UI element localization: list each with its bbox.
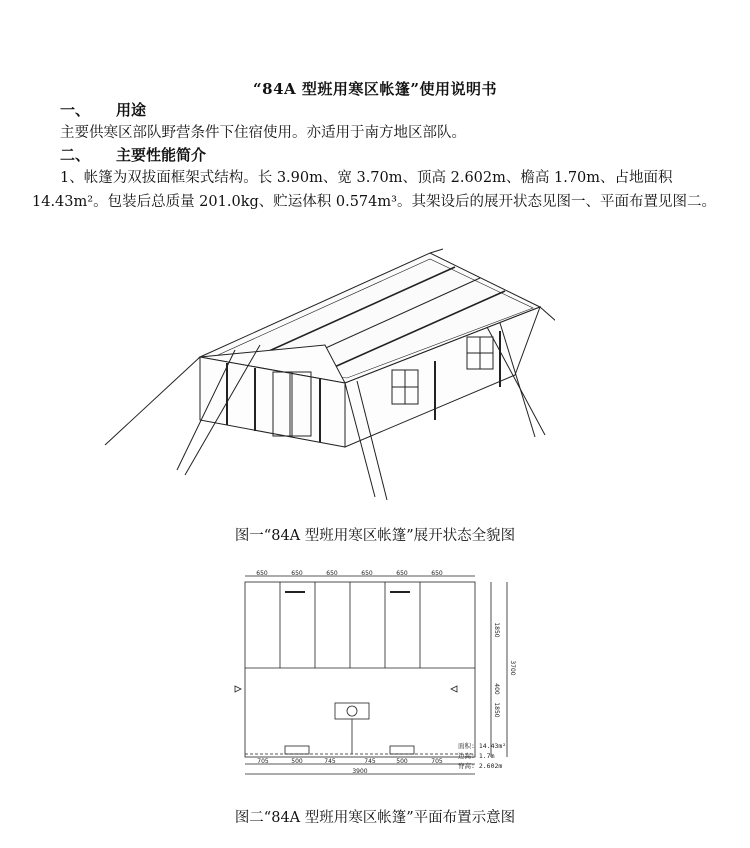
bottom-dim-2: 500 [291,758,303,765]
tent-perspective-drawing [95,245,555,510]
section-1-label: 用途 [116,101,147,119]
right-dim-2: 400 [493,683,500,695]
section-2-text: 1、帐篷为双拔面框架式结构。长 3.90m、宽 3.70m、顶高 2.602m、檐高 1.70m、占地面积 14.43m²。包装后总质量 201.0kg、贮运体积 0.574m³。其架设后的展开状态见图一、平面布置见图二。 [32,170,716,210]
note-eave-height: 边高: 1.7m [458,752,495,760]
section-2-heading [60,144,206,165]
bottom-dim-1: 705 [257,758,269,765]
section-1-heading [60,99,146,120]
top-dim-6: 650 [431,570,443,577]
section-1-number: 一、 [60,101,91,119]
note-ridge-height: 脊高: 2.602m [458,762,503,770]
figure-2-caption: 图二“84A 型班用寒区帐篷”平面布置示意图 [234,810,516,826]
right-dim-3: 1850 [493,702,500,718]
floor-plan-drawing [225,568,525,783]
section-2-label: 主要性能简介 [116,146,207,164]
top-dim-3: 650 [326,570,338,577]
bottom-dim-6: 705 [431,758,443,765]
document-title: “84A 型班用寒区帐篷”使用说明书 [253,80,497,98]
plan-notes [458,741,506,770]
figure-1-caption: 图一“84A 型班用寒区帐篷”展开状态全貌图 [234,528,516,544]
bottom-dim-5: 500 [396,758,408,765]
section-1-text: 主要供寒区部队野营条件下住宿使用。亦适用于南方地区部队。 [60,125,466,141]
section-2-number: 二、 [60,146,91,164]
total-height-dim: 3700 [509,660,516,676]
note-area: 面积: 14.43m² [458,742,507,750]
top-dim-2: 650 [291,570,303,577]
bottom-dimensions [257,758,443,775]
bottom-dim-4: 745 [364,758,376,765]
top-dim-4: 650 [361,570,373,577]
total-width-dim: 3900 [352,768,368,775]
right-dimensions [493,622,516,717]
right-dim-1: 1850 [493,622,500,638]
top-dim-1: 650 [256,570,268,577]
bottom-dim-3: 745 [324,758,336,765]
top-dim-5: 650 [396,570,408,577]
